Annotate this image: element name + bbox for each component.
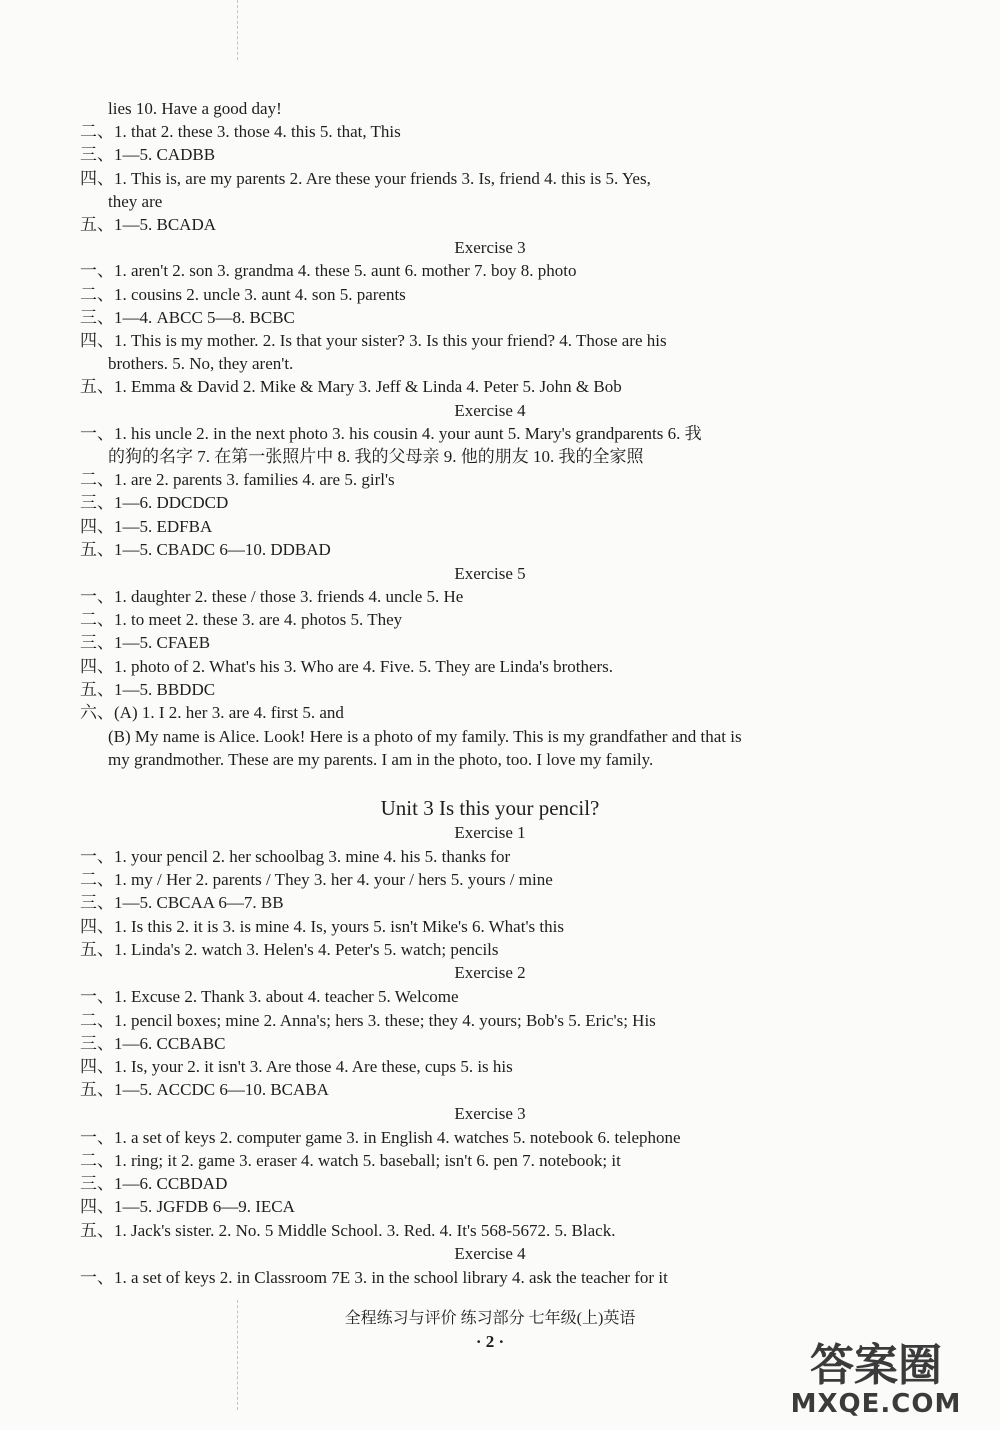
answer-line: 六、(A) 1. I 2. her 3. are 4. first 5. and bbox=[80, 703, 344, 722]
answer-line: (B) My name is Alice. Look! Here is a photo of my family. This is my grandfather and that is bbox=[108, 727, 742, 746]
watermark-bottom-text: MXQE.COM bbox=[790, 1389, 962, 1419]
answer-line: 四、1. This is my mother. 2. Is that your sister? 3. Is this your friend? 4. Those are his bbox=[80, 331, 667, 350]
unit-title: Unit 3 Is this your pencil? bbox=[380, 796, 600, 820]
exercise-heading: Exercise 1 bbox=[454, 823, 526, 842]
answer-line: 一、1. daughter 2. these / those 3. friends 4. uncle 5. He bbox=[80, 587, 464, 606]
answer-line: 五、1. Linda's 2. watch 3. Helen's 4. Peter's 5. watch; pencils bbox=[80, 940, 499, 959]
answer-line: 一、1. his uncle 2. in the next photo 3. his cousin 4. your aunt 5. Mary's grandparents 6. 我 bbox=[80, 424, 702, 443]
answer-line: 四、1—5. EDFBA bbox=[80, 517, 213, 536]
answer-line: 三、1—4. ABCC 5—8. BCBC bbox=[80, 308, 295, 327]
site-watermark-logo bbox=[766, 1342, 986, 1422]
answer-line: 五、1—5. BBDDC bbox=[80, 680, 216, 699]
answer-line: 五、1. Jack's sister. 2. No. 5 Middle School. 3. Red. 4. It's 568-5672. 5. Black. bbox=[80, 1221, 616, 1240]
answer-line: 五、1—5. BCADA bbox=[80, 215, 217, 234]
exercise-heading: Exercise 4 bbox=[454, 401, 526, 420]
answer-line: 四、1—5. JGFDB 6—9. IECA bbox=[80, 1197, 295, 1216]
exercise-heading: Exercise 2 bbox=[454, 963, 526, 982]
answer-line: 二、1. cousins 2. uncle 3. aunt 4. son 5. parents bbox=[80, 285, 406, 304]
exercise-heading: Exercise 3 bbox=[454, 238, 526, 257]
answer-line: 三、1—6. DDCDCD bbox=[80, 493, 229, 512]
book-footer-title: 全程练习与评价 练习部分 七年级(上)英语 bbox=[344, 1310, 636, 1327]
answer-line: 一、1. Excuse 2. Thank 3. about 4. teacher 5. Welcome bbox=[80, 987, 459, 1006]
exercise-heading: Exercise 4 bbox=[454, 1244, 526, 1263]
answer-line: 二、1. that 2. these 3. those 4. this 5. that, This bbox=[80, 122, 401, 141]
answer-line: 三、1—6. CCBDAD bbox=[80, 1174, 228, 1193]
answer-line: 一、1. a set of keys 2. computer game 3. in English 4. watches 5. notebook 6. telephone bbox=[80, 1128, 681, 1147]
answer-line: 一、1. a set of keys 2. in Classroom 7E 3. in the school library 4. ask the teacher for it bbox=[80, 1268, 668, 1287]
answer-line: 二、1. my / Her 2. parents / They 3. her 4. your / hers 5. yours / mine bbox=[80, 870, 553, 889]
answer-line: 一、1. your pencil 2. her schoolbag 3. mine 4. his 5. thanks for bbox=[80, 847, 511, 866]
answer-line: 三、1—5. CBCAA 6—7. BB bbox=[80, 893, 284, 912]
answer-line: 二、1. to meet 2. these 3. are 4. photos 5. They bbox=[80, 610, 403, 629]
answer-line: 五、1—5. CBADC 6—10. DDBAD bbox=[80, 540, 331, 559]
answer-line: 二、1. are 2. parents 3. families 4. are 5. girl's bbox=[80, 470, 395, 489]
answer-line: 二、1. ring; it 2. game 3. eraser 4. watch 5. baseball; isn't 6. pen 7. notebook; it bbox=[80, 1151, 621, 1170]
answer-line: 的狗的名字 7. 在第一张照片中 8. 我的父母亲 9. 他的朋友 10. 我的全家照 bbox=[108, 447, 644, 466]
answer-line: they are bbox=[108, 192, 163, 211]
answer-line: 三、1—6. CCBABC bbox=[80, 1034, 226, 1053]
answer-line: 一、1. aren't 2. son 3. grandma 4. these 5. aunt 6. mother 7. boy 8. photo bbox=[80, 261, 577, 280]
exercise-heading: Exercise 5 bbox=[454, 564, 526, 583]
answer-line: 四、1. photo of 2. What's his 3. Who are 4. Five. 5. They are Linda's brothers. bbox=[80, 657, 614, 676]
margin-fold-line bbox=[237, 0, 238, 60]
answer-line: 四、1. This is, are my parents 2. Are these your friends 3. Is, friend 4. this is 5. Yes, bbox=[80, 169, 651, 188]
page-number: · 2 · bbox=[475, 1332, 505, 1351]
watermark-top-text: 答案圈 bbox=[810, 1340, 942, 1391]
answer-line: lies 10. Have a good day! bbox=[108, 99, 282, 118]
answer-line: 二、1. pencil boxes; mine 2. Anna's; hers 3. these; they 4. yours; Bob's 5. Eric's; His bbox=[80, 1011, 656, 1030]
answer-line: brothers. 5. No, they aren't. bbox=[108, 354, 294, 373]
exercise-heading: Exercise 3 bbox=[454, 1104, 526, 1123]
answer-line: 五、1—5. ACCDC 6—10. BCABA bbox=[80, 1080, 329, 1099]
answer-line: 五、1. Emma & David 2. Mike & Mary 3. Jeff & Linda 4. Peter 5. John & Bob bbox=[80, 377, 622, 396]
answer-line: 四、1. Is this 2. it is 3. is mine 4. Is, yours 5. isn't Mike's 6. What's this bbox=[80, 917, 564, 936]
answer-line: 四、1. Is, your 2. it isn't 3. Are those 4. Are these, cups 5. is his bbox=[80, 1057, 513, 1076]
answer-line: 三、1—5. CFAEB bbox=[80, 633, 211, 652]
answer-line: 三、1—5. CADBB bbox=[80, 145, 216, 164]
answer-line: my grandmother. These are my parents. I am in the photo, too. I love my family. bbox=[108, 750, 654, 769]
